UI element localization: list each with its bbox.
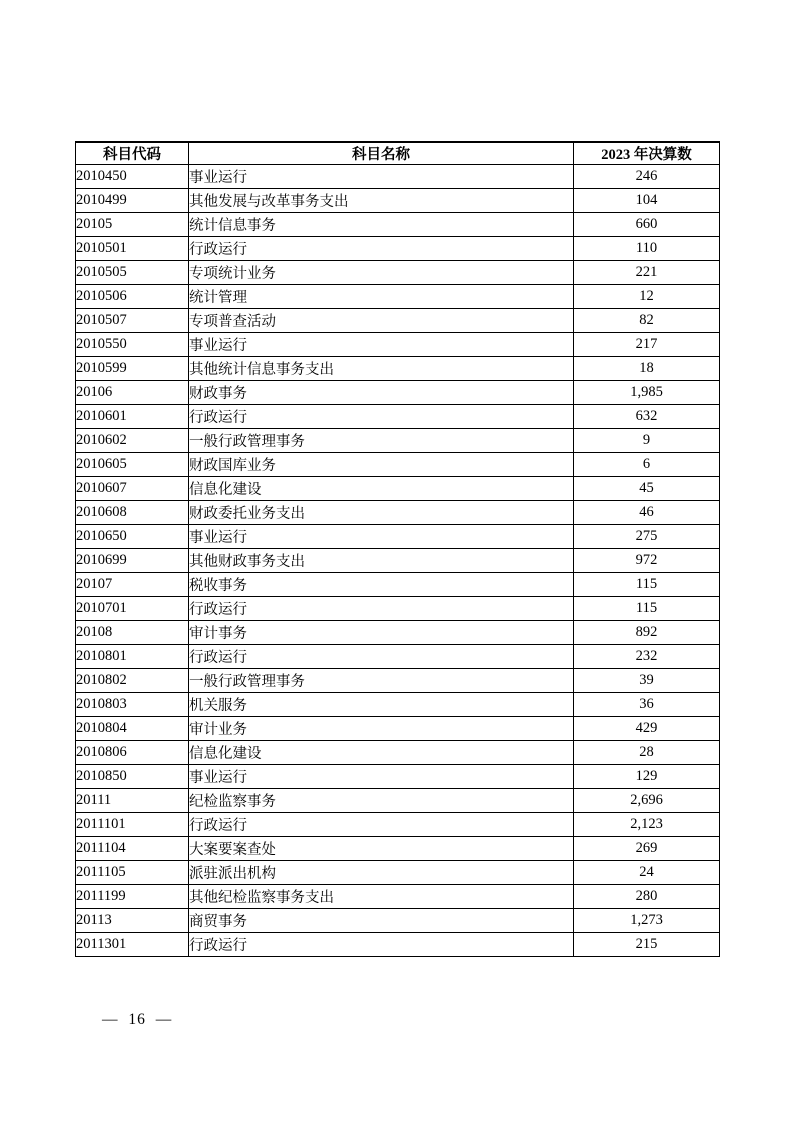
code-cell: 2010699 — [76, 549, 189, 573]
table-row — [76, 429, 720, 453]
name-cell: 统计信息事务 — [189, 213, 574, 237]
value-cell: 217 — [574, 333, 720, 357]
table-row — [76, 933, 720, 957]
table-row — [76, 837, 720, 861]
name-cell: 行政运行 — [189, 933, 574, 957]
name-cell: 财政国库业务 — [189, 453, 574, 477]
value-cell: 632 — [574, 405, 720, 429]
table-row — [76, 573, 720, 597]
table-header-row — [76, 142, 720, 165]
code-cell: 2011199 — [76, 885, 189, 909]
table-row — [76, 765, 720, 789]
name-cell: 税收事务 — [189, 573, 574, 597]
table-row — [76, 621, 720, 645]
table-row — [76, 885, 720, 909]
header-subject-code: 科目代码 — [76, 142, 189, 165]
name-cell: 纪检监察事务 — [189, 789, 574, 813]
code-cell: 2010602 — [76, 429, 189, 453]
value-cell: 2,696 — [574, 789, 720, 813]
table-row — [76, 261, 720, 285]
value-cell: 660 — [574, 213, 720, 237]
name-cell: 审计事务 — [189, 621, 574, 645]
value-cell: 129 — [574, 765, 720, 789]
table-row — [76, 669, 720, 693]
table-row — [76, 237, 720, 261]
name-cell: 行政运行 — [189, 645, 574, 669]
table-row — [76, 381, 720, 405]
name-cell: 事业运行 — [189, 333, 574, 357]
name-cell: 行政运行 — [189, 813, 574, 837]
code-cell: 2010607 — [76, 477, 189, 501]
code-cell: 20106 — [76, 381, 189, 405]
name-cell: 审计业务 — [189, 717, 574, 741]
name-cell: 一般行政管理事务 — [189, 669, 574, 693]
value-cell: 2,123 — [574, 813, 720, 837]
code-cell: 2010650 — [76, 525, 189, 549]
name-cell: 行政运行 — [189, 237, 574, 261]
value-cell: 280 — [574, 885, 720, 909]
code-cell: 2010850 — [76, 765, 189, 789]
table-row — [76, 693, 720, 717]
code-cell: 2010605 — [76, 453, 189, 477]
code-cell: 20105 — [76, 213, 189, 237]
code-cell: 2010806 — [76, 741, 189, 765]
name-cell: 其他发展与改革事务支出 — [189, 189, 574, 213]
table-row — [76, 525, 720, 549]
value-cell: 115 — [574, 597, 720, 621]
value-cell: 215 — [574, 933, 720, 957]
name-cell: 其他财政事务支出 — [189, 549, 574, 573]
value-cell: 18 — [574, 357, 720, 381]
value-cell: 221 — [574, 261, 720, 285]
name-cell: 行政运行 — [189, 405, 574, 429]
name-cell: 专项统计业务 — [189, 261, 574, 285]
table-row — [76, 501, 720, 525]
code-cell: 2011105 — [76, 861, 189, 885]
name-cell: 行政运行 — [189, 597, 574, 621]
value-cell: 6 — [574, 453, 720, 477]
code-cell: 2010506 — [76, 285, 189, 309]
table-row — [76, 717, 720, 741]
value-cell: 28 — [574, 741, 720, 765]
table-row — [76, 333, 720, 357]
name-cell: 信息化建设 — [189, 477, 574, 501]
table-row — [76, 405, 720, 429]
code-cell: 2010507 — [76, 309, 189, 333]
code-cell: 2010608 — [76, 501, 189, 525]
name-cell: 机关服务 — [189, 693, 574, 717]
value-cell: 39 — [574, 669, 720, 693]
table-row — [76, 189, 720, 213]
value-cell: 1,985 — [574, 381, 720, 405]
value-cell: 24 — [574, 861, 720, 885]
code-cell: 20107 — [76, 573, 189, 597]
value-cell: 275 — [574, 525, 720, 549]
name-cell: 专项普查活动 — [189, 309, 574, 333]
table-row — [76, 453, 720, 477]
table-row — [76, 861, 720, 885]
code-cell: 2010450 — [76, 165, 189, 189]
value-cell: 1,273 — [574, 909, 720, 933]
name-cell: 一般行政管理事务 — [189, 429, 574, 453]
value-cell: 12 — [574, 285, 720, 309]
name-cell: 事业运行 — [189, 765, 574, 789]
name-cell: 大案要案查处 — [189, 837, 574, 861]
name-cell: 其他纪检监察事务支出 — [189, 885, 574, 909]
table-body — [76, 165, 720, 957]
value-cell: 972 — [574, 549, 720, 573]
header-subject-name: 科目名称 — [189, 142, 574, 165]
value-cell: 110 — [574, 237, 720, 261]
value-cell: 115 — [574, 573, 720, 597]
name-cell: 事业运行 — [189, 525, 574, 549]
table-row — [76, 549, 720, 573]
code-cell: 2010802 — [76, 669, 189, 693]
table-row — [76, 741, 720, 765]
value-cell: 45 — [574, 477, 720, 501]
code-cell: 20113 — [76, 909, 189, 933]
name-cell: 信息化建设 — [189, 741, 574, 765]
table-row — [76, 285, 720, 309]
name-cell: 财政事务 — [189, 381, 574, 405]
table-row — [76, 789, 720, 813]
name-cell: 派驻派出机构 — [189, 861, 574, 885]
name-cell: 事业运行 — [189, 165, 574, 189]
code-cell: 20108 — [76, 621, 189, 645]
code-cell: 2010501 — [76, 237, 189, 261]
table-row — [76, 309, 720, 333]
code-cell: 2010803 — [76, 693, 189, 717]
value-cell: 232 — [574, 645, 720, 669]
table-row — [76, 357, 720, 381]
table-row — [76, 165, 720, 189]
code-cell: 2010505 — [76, 261, 189, 285]
value-cell: 9 — [574, 429, 720, 453]
value-cell: 104 — [574, 189, 720, 213]
table-row — [76, 213, 720, 237]
table-row — [76, 813, 720, 837]
code-cell: 2011301 — [76, 933, 189, 957]
name-cell: 财政委托业务支出 — [189, 501, 574, 525]
table-row — [76, 645, 720, 669]
value-cell: 46 — [574, 501, 720, 525]
table-row — [76, 477, 720, 501]
code-cell: 2011101 — [76, 813, 189, 837]
code-cell: 2010804 — [76, 717, 189, 741]
value-cell: 269 — [574, 837, 720, 861]
value-cell: 892 — [574, 621, 720, 645]
name-cell: 其他统计信息事务支出 — [189, 357, 574, 381]
code-cell: 2011104 — [76, 837, 189, 861]
name-cell: 商贸事务 — [189, 909, 574, 933]
table-row — [76, 597, 720, 621]
value-cell: 82 — [574, 309, 720, 333]
code-cell: 2010599 — [76, 357, 189, 381]
code-cell: 2010499 — [76, 189, 189, 213]
code-cell: 2010550 — [76, 333, 189, 357]
value-cell: 246 — [574, 165, 720, 189]
code-cell: 2010701 — [76, 597, 189, 621]
code-cell: 20111 — [76, 789, 189, 813]
header-final-accounts-2023: 2023 年决算数 — [574, 142, 720, 165]
page-number: — 16 — — [102, 1011, 173, 1028]
budget-table — [75, 141, 720, 957]
name-cell: 统计管理 — [189, 285, 574, 309]
code-cell: 2010801 — [76, 645, 189, 669]
code-cell: 2010601 — [76, 405, 189, 429]
value-cell: 36 — [574, 693, 720, 717]
value-cell: 429 — [574, 717, 720, 741]
table-row — [76, 909, 720, 933]
